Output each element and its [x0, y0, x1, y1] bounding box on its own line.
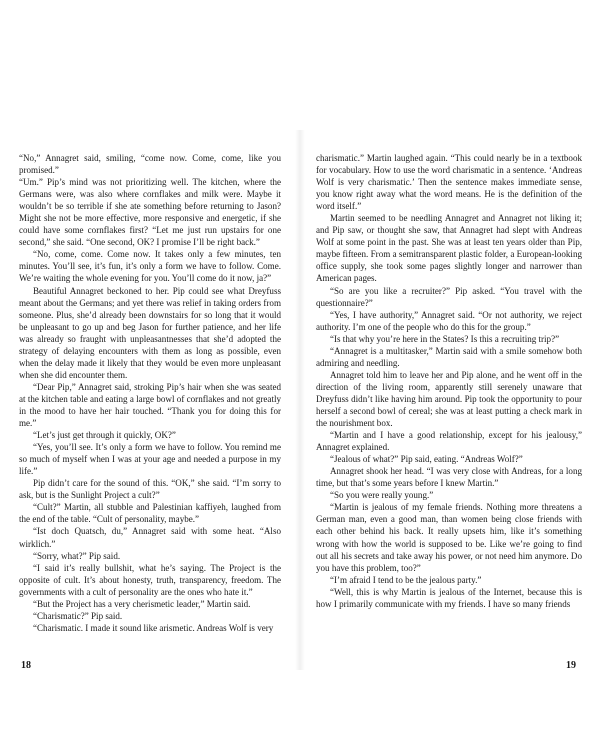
paragraph: Annagret shook her head. “I was very close with Andreas, for a long time, but that’s some years before I knew Martin.” — [316, 466, 582, 489]
paragraph: “Charismatic?” Pip said. — [33, 610, 123, 621]
paragraph: “Jealous of what?” Pip said, eating. “Andreas Wolf?” — [330, 454, 523, 465]
page-number-right: 19 — [566, 660, 576, 671]
paragraph: “Yes, I have authority,” Annagret said. “Or not authority, we reject authority. I’m one of the people who do this for the group.” — [316, 309, 582, 332]
paragraph: “Is that why you’re here in the States? Is this a recruiting trip?” — [330, 333, 560, 344]
paragraph: “Cult?” Martin, all stubble and Palestinian kaffiyeh, laughed from the end of the table. “Cult of personality, maybe.” — [19, 502, 281, 525]
paragraph: “I said it’s really bullshit, what he’s saying. The Project is the opposite of cult. It’s about honesty, truth, transparency, freedom. The governments with a cult of personality are the ones who hate it.” — [19, 562, 281, 597]
paragraph: “Ist doch Quatsch, du,” Annagret said with some heat. “Also wirklich.” — [19, 526, 281, 549]
paragraph: “Martin is jealous of my female friends. Nothing more threatens a German man, even a good man, than women being close friends with each other behind his back. It really upsets him, like it’s something wrong with how the world is supposed to be. Like we’re going to find out all his secrets and take away his power, or not need him anymore. Do you have this problem, too?” — [316, 502, 582, 573]
paragraph: Beautiful Annagret beckoned to her. Pip could see what Dreyfuss meant about the Germans; and yet there was relief in taking orders from someone. Plus, she’d already been downstairs for so long that it would be unpleasant to go up and beg Jason for further patience, and her life was already so fraught with unpleasantnesses that she’d adopted the strategy of delaying encounters with them as long as possible, even when the delay made it likely that they would be even more unpleasant when she did encounter them. — [19, 285, 281, 380]
paragraph: “Let’s just get through it quickly, OK?” — [33, 430, 176, 441]
paragraph: “Charismatic. I made it sound like arismetic. Andreas Wolf is very — [33, 622, 274, 633]
paragraph: “Martin and I have a good relationship, except for his jealousy,” Annagret explained. — [316, 430, 582, 453]
paragraph: “I’m afraid I tend to be the jealous party.” — [330, 574, 482, 585]
paragraph: “No, come, come. Come now. It takes only a few minutes, ten minutes. You’ll see, it’s fun, it’s only a form we have to follow. Come. We’re waiting the whole evening for you. You’ll come do it now, ja?” — [19, 249, 281, 284]
paragraph: “Sorry, what?” Pip said. — [33, 550, 121, 561]
paragraph: Pip didn’t care for the sound of this. “OK,” she said. “I’m sorry to ask, but is the Sunlight Project a cult?” — [19, 478, 281, 501]
paragraph: “No,” Annagret said, smiling, “come now. Come, come, like you promised.” — [19, 153, 281, 176]
paragraph: “Um.” Pip’s mind was not prioritizing well. The kitchen, where the Germans were, was also where cornflakes and milk were. Maybe it wouldn’t be so terrible if she ate something before returning to Jason? Might she not be more effective, more responsive and energetic, if she could have some cornflakes first? “Let me just run upstairs for one second,” she said. “One second, OK? I promise I’ll be right back.” — [19, 177, 281, 248]
paragraph: “Annagret is a multitasker,” Martin said with a smile somehow both admiring and needling. — [316, 345, 582, 368]
right-page — [316, 152, 582, 652]
paragraph: “Dear Pip,” Annagret said, stroking Pip’s hair when she was seated at the kitchen table and eating a large bowl of cornflakes and not greatly in the mood to have her hair touched. “Thank you for doing this for me.” — [19, 381, 281, 429]
paragraph: Annagret told him to leave her and Pip alone, and he went off in the direction of the living room, apparently still serenely unaware that Dreyfuss didn’t like having him around. Pip took the opportunity to pour herself a second bowl of cereal; she was at least putting a check mark in the nourishment box. — [316, 369, 582, 429]
paragraph: “Yes, you’ll see. It’s only a form we have to follow. You remind me so much of myself when I was at your age and needed a purpose in my life.” — [19, 442, 281, 477]
paragraph: “So you were really young.” — [330, 490, 434, 501]
left-page — [19, 152, 281, 652]
page-number-left: 18 — [21, 660, 31, 671]
paragraph: charismatic.” Martin laughed again. “This could nearly be in a textbook for vocabulary. How to use the word charismatic in a sentence. ‘Andreas Wolf is very charismatic.’ Then the sentence makes immediate sense, you know right away what the word means. He is the definition of the word itself.” — [316, 153, 582, 212]
paragraph: Martin seemed to be needling Annagret and Annagret not liking it; and Pip saw, or thought she saw, that Annagret had slept with Andreas Wolf at some point in the past. She was at least ten years older than Pip, maybe fifteen. From a semitransparent plastic folder, a European-looking office supply, she took some pages slightly longer and narrower than American pages. — [316, 213, 582, 284]
book-gutter — [295, 130, 305, 670]
paragraph: “So are you like a recruiter?” Pip asked. “You travel with the questionnaire?” — [316, 285, 582, 308]
paragraph: “Well, this is why Martin is jealous of the Internet, because this is how I primarily communicate with my friends. I have so many friends — [316, 586, 582, 609]
paragraph: “But the Project has a very cherismetic leader,” Martin said. — [33, 598, 251, 609]
